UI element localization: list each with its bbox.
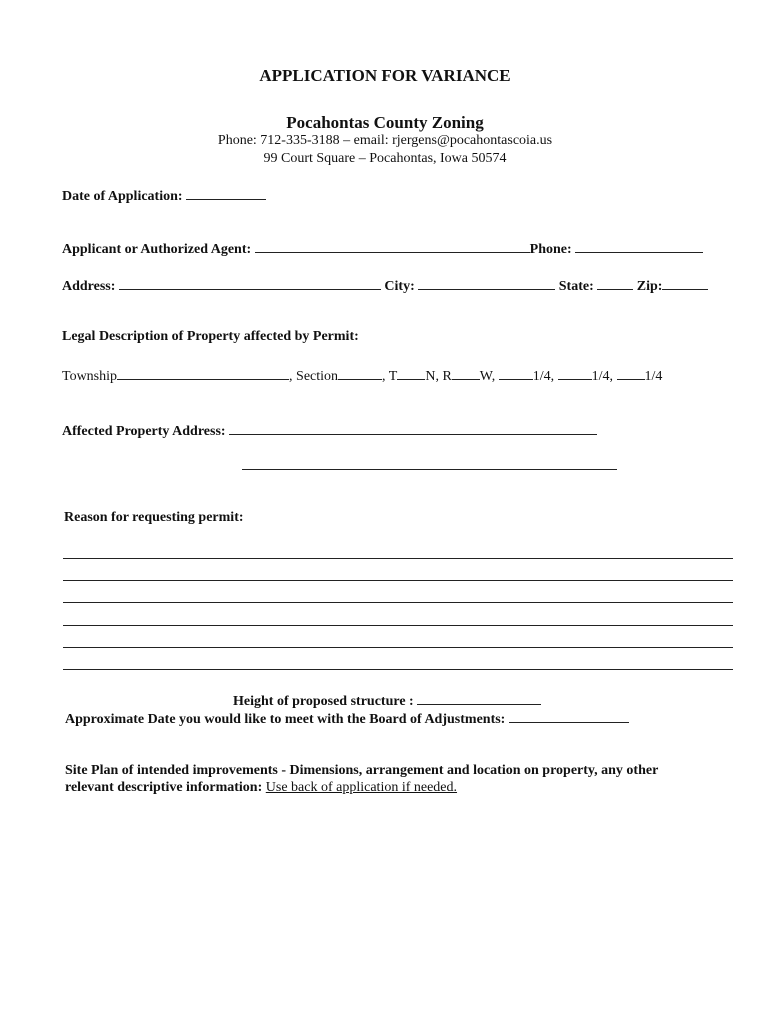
- meet-date-field[interactable]: [509, 710, 629, 723]
- zip-label: Zip:: [636, 279, 663, 294]
- meet-date-row: [65, 710, 629, 728]
- height-row: [233, 692, 541, 710]
- reason-line-5[interactable]: [63, 647, 733, 648]
- n-r-label: N, R: [425, 369, 452, 384]
- date-of-application-field[interactable]: [186, 187, 266, 200]
- legal-description-label: Legal Description of Property affected by Permit:: [62, 329, 359, 344]
- quarter2-label: 1/4,: [591, 369, 614, 384]
- reason-line-1[interactable]: [63, 558, 733, 559]
- state-field[interactable]: [597, 277, 633, 290]
- height-field[interactable]: [417, 692, 541, 705]
- reason-line-6[interactable]: [63, 669, 733, 670]
- address-label: Address:: [62, 279, 116, 294]
- city-label: City:: [384, 279, 415, 294]
- site-plan-line-2: [65, 780, 457, 796]
- phone-field[interactable]: [575, 240, 703, 253]
- quarter2-field[interactable]: [558, 367, 592, 380]
- t-label: , T: [382, 369, 398, 384]
- reason-line-2[interactable]: [63, 580, 733, 581]
- applicant-row: [62, 240, 703, 258]
- township-row: [62, 367, 662, 385]
- quarter1-label: 1/4,: [532, 369, 555, 384]
- height-label: Height of proposed structure :: [233, 694, 414, 709]
- site-plan-note: Use back of application if needed.: [265, 780, 458, 795]
- city-field[interactable]: [418, 277, 555, 290]
- quarter1-field[interactable]: [499, 367, 533, 380]
- township-field[interactable]: [117, 367, 289, 380]
- date-of-application-label: Date of Application:: [62, 189, 183, 204]
- affected-address-row: [62, 422, 597, 440]
- section-label: , Section: [289, 369, 339, 384]
- site-plan-line-1: Site Plan of intended improvements - Dimensions, arrangement and location on property, any other: [65, 763, 659, 778]
- address-row: [62, 277, 708, 295]
- t-field[interactable]: [397, 367, 425, 380]
- agency-name: Pocahontas County Zoning: [286, 113, 484, 132]
- quarter3-field[interactable]: [617, 367, 645, 380]
- state-label: State:: [558, 279, 594, 294]
- reason-label: Reason for requesting permit:: [64, 510, 244, 525]
- zip-field[interactable]: [662, 277, 708, 290]
- site-plan-label: relevant descriptive information:: [65, 780, 263, 795]
- applicant-label: Applicant or Authorized Agent:: [62, 242, 252, 257]
- form-title: APPLICATION FOR VARIANCE: [259, 66, 511, 85]
- phone-label: Phone:: [529, 242, 572, 257]
- section-field[interactable]: [338, 367, 382, 380]
- affected-address-field-2[interactable]: [242, 469, 617, 470]
- quarter3-label: 1/4: [644, 369, 663, 384]
- contact-line: Phone: 712-335-3188 – email: rjergens@pocahontascoia.us: [217, 133, 553, 148]
- affected-address-label: Affected Property Address:: [62, 424, 226, 439]
- address-field[interactable]: [119, 277, 381, 290]
- meet-date-label: Approximate Date you would like to meet with the Board of Adjustments:: [65, 712, 506, 727]
- r-field[interactable]: [452, 367, 480, 380]
- w-label: W,: [479, 369, 496, 384]
- reason-line-4[interactable]: [63, 625, 733, 626]
- reason-line-3[interactable]: [63, 602, 733, 603]
- date-of-application-row: [62, 187, 266, 205]
- township-label: Township: [62, 369, 118, 384]
- office-address: 99 Court Square – Pocahontas, Iowa 50574: [263, 151, 507, 166]
- affected-address-field[interactable]: [229, 422, 597, 435]
- applicant-field[interactable]: [255, 240, 530, 253]
